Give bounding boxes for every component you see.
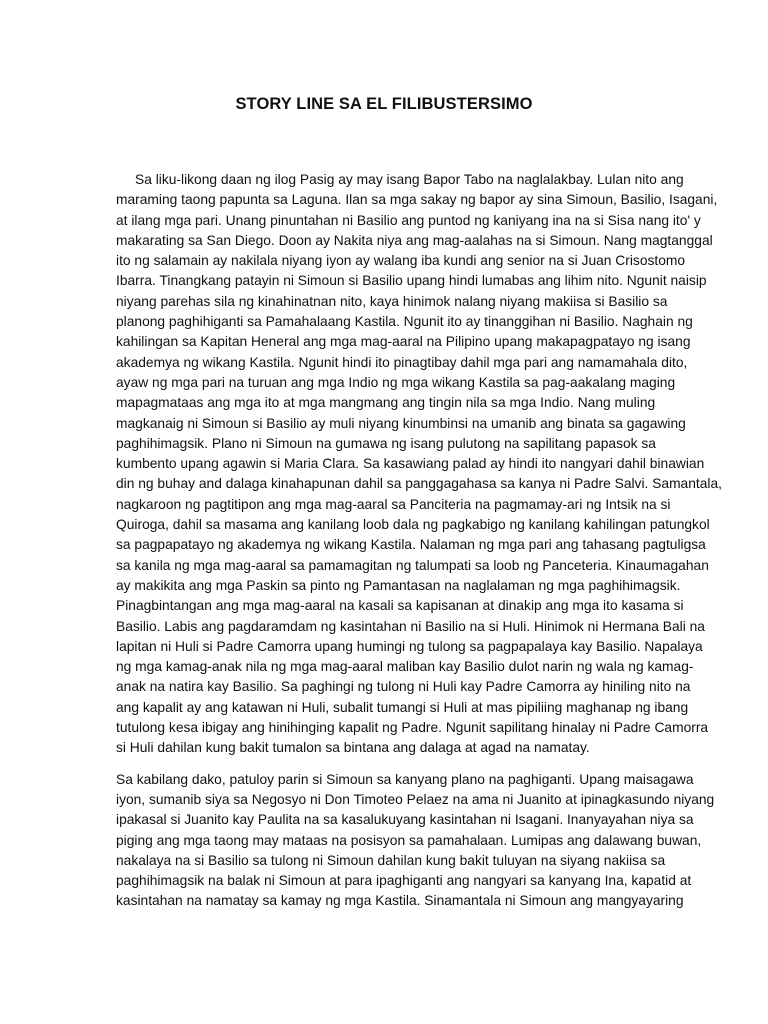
- paragraph-1: [116, 170, 722, 759]
- document-body: [116, 170, 722, 912]
- text-line: ang kapalit ay ang katawan ni Huli, subalit tumangi si Huli at mas pipiliing maghanap ng ibang: [116, 699, 689, 715]
- text-line: paghihimagsik. Plano ni Simoun na gumawa ng isang pulutong na sapilitang papasok sa: [116, 435, 656, 451]
- text-line: kahilingan sa Kapitan Heneral ang mga mag-aaral na Pilipino upang makapagpatayo ng isang: [116, 334, 691, 350]
- text-line: nakalaya na si Basilio sa tulong ni Simoun dahilan kung bakit tuluyan na siyang nakiisa sa: [116, 852, 666, 868]
- text-line: ito ng salamain ay nakilala niyang iyon ay walang iba kundi ang senior na si Juan Crisostomo: [116, 253, 686, 269]
- text-line: Sa kabilang dako, patuloy parin si Simoun sa kanyang plano na paghiganti. Upang maisagawa: [116, 771, 694, 787]
- text-line: magkanaig ni Simoun si Basilio ay muli niyang kinumbinsi na umanib ang binata sa gagawing: [116, 415, 686, 431]
- text-line: Quiroga, dahil sa masama ang kanilang loob dala ng pagkabigo ng kanilang kahilingan patungkol: [116, 517, 710, 533]
- text-line: akademya ng wikang Kastila. Ngunit hindi ito pinagtibay dahil mga pari ang namamahala dito,: [116, 354, 688, 370]
- text-line: ng mga kamag-anak nila ng mga mag-aaral maliban kay Basilio dulot narin ng wala ng kamag-: [116, 659, 694, 675]
- paragraph-spacer: [116, 759, 676, 770]
- text-line: ayaw ng mga pari na turuan ang mga Indio ng mga wikang Kastila sa pag-aakalang maging: [116, 374, 676, 390]
- text-line: tutulong kesa ibigay ang hinihinging kapalit ng Padre. Ngunit sapilitang hinalay ni Padre Camorra: [116, 720, 709, 736]
- text-line: Ibarra. Tinangkang patayin ni Simoun si Basilio upang hindi lumabas ang lihim nito. Ngunit naisip: [116, 273, 707, 289]
- text-line: sa pagpapatayo ng akademya ng wikang Kastila. Nalaman ng mga pari ang tahasang pagtuligsa: [116, 537, 706, 553]
- text-line: iyon, sumanib siya sa Negosyo ni Don Timoteo Pelaez na ama ni Juanito at ipinagkasundo niyang: [116, 791, 715, 807]
- text-line: nagkaroon ng pagtitipon ang mga mag-aaral sa Panciteria na pagmamay-ari ng Intsik na si: [116, 496, 671, 512]
- paragraph-2: [116, 770, 715, 912]
- text-line: makarating sa San Diego. Doon ay Nakita niya ang mag-aalahas na si Simoun. Nang magtanggal: [116, 232, 713, 248]
- text-line: at ilang mga pari. Unang pinuntahan ni Basilio ang puntod ng kaniyang ina na si Sisa nang ito' y: [116, 212, 701, 228]
- text-line: Sa liku-likong daan ng ilog Pasig ay may isang Bapor Tabo na naglalakbay. Lulan nito ang: [135, 172, 684, 187]
- document-title: STORY LINE SA EL FILIBUSTERSIMO: [235, 95, 533, 113]
- text-line: niyang parehas sila ng kinahinatnan nito, kaya hinimok nalang niyang makiisa si Basilio sa: [116, 293, 668, 309]
- text-line: ay makikita ang mga Paskin sa pinto ng Pamantasan na naglalaman ng mga paghihimagsik.: [116, 577, 681, 593]
- text-line: Basilio. Labis ang pagdaramdam ng kasintahan ni Basilio na si Huli. Hinimok ni Hermana Bali na: [116, 618, 705, 634]
- text-line: sa kanila ng mga mag-aaral sa pamamagitan ng talumpati sa loob ng Panceteria. Kinaumagahan: [116, 557, 709, 573]
- text-line: mapagmataas ang mga ito at mga mangmang ang tingin nila sa mga Indio. Nang muling: [116, 395, 656, 411]
- text-line: Pinagbintangan ang mga mag-aaral na kasali sa kapisanan at dinakip ang mga ito kasama si: [116, 598, 684, 614]
- text-line: si Huli dahilan kung bakit tumalon sa bintana ang dalaga at agad na namatay.: [116, 740, 590, 756]
- text-line: din ng buhay and dalaga kinahapunan dahil sa panggagahasa sa kanya ni Padre Salvi. Samantala,: [116, 476, 722, 492]
- text-line: kasintahan na namatay sa kamay ng mga Kastila. Sinamantala ni Simoun ang mangyayaring: [116, 893, 684, 909]
- text-line: paghihimagsik na balak ni Simoun at para ipaghiganti ang nangyari sa kanyang Ina, kapatid at: [116, 873, 692, 889]
- text-line: kumbento upang agawin si Maria Clara. Sa kasawiang palad ay hindi ito nangyari dahil binawian: [116, 456, 705, 472]
- text-line: ipakasal si Juanito kay Paulita na sa kasalukuyang kasintahan ni Isagani. Inanyayahan niya sa: [116, 812, 694, 828]
- text-line: planong paghihiganti sa Pamahalaang Kastila. Ngunit ito ay tinanggihan ni Basilio. Naghain ng: [116, 314, 693, 330]
- text-line: maraming taong papunta sa Laguna. Ilan sa mga sakay ng bapor ay sina Simoun, Basilio, Isagani,: [116, 192, 718, 208]
- text-line: anak na natira kay Basilio. Sa paghingi ng tulong ni Huli kay Padre Camorra ay hiniling nito na: [116, 679, 691, 695]
- text-line: lapitan ni Huli si Padre Camorra upang humingi ng tulong sa pagpapalaya kay Basilio. Napalaya: [116, 638, 703, 654]
- text-line: piging ang mga taong may mataas na posisyon sa pamahalaan. Lumipas ang dalawang buwan,: [116, 832, 702, 848]
